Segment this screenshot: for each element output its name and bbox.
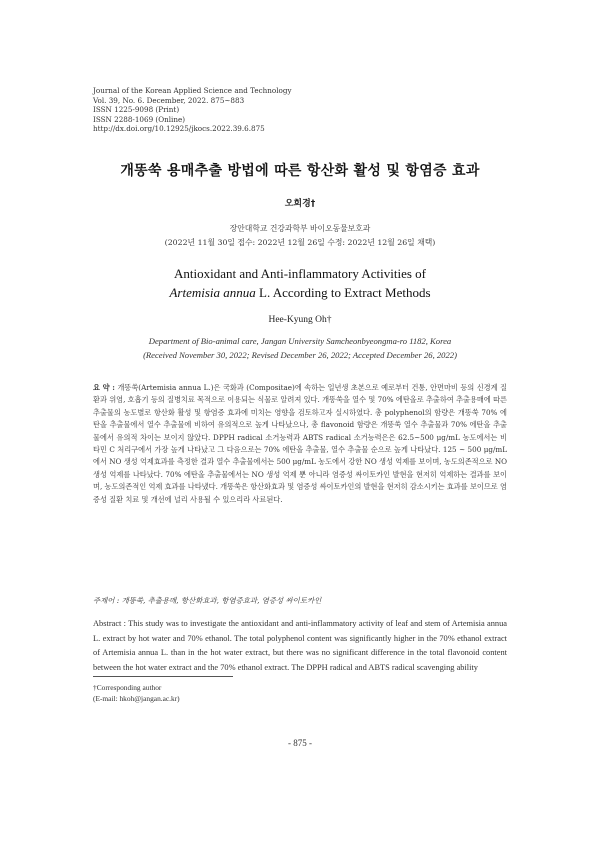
corresponding-email: (E-mail: hkoh@jangan.ac.kr) [93, 693, 180, 703]
abstract-korean-text: 개똥쑥(Artemisia annua L.)은 국화과 (Compositae)에 속하는 일년생 초본으로 예로부터 건통, 안면마비 등의 신경계 질환과 위염, 호흡기 등의 질병치료 목적으로 이용되는 식물로 알려져 있다. 개똥쑥을 열수 및 70% 에탄올로 추출하여 추출용매에 따른 추출물의 농도별로 항산화 활성 및 항염증 효과에 미치는 영향을 검토하고자 실시하였다. 총 polyphenol의 함량은 개똥쑥 70% 에탄올 추출물에서 열수 추출물에 비하여 유의적으로 높게 나타났으나, 총 flavonoid 함량은 개똥쑥 열수 추출물과 70% 에탄올 추출물에서 유의적 차이는 보이지 않았다. DPPH radical 소거능력과 ABTS radical 소거능력은은 62.5~500 μg/mL 농도에서는 비타민 C 처리구에서 가장 높게 나타났고 그 다음으로는 70% 에탄올 추출물, 열수 추출물 순으로 높게 나타났다. 125 ~ 500 μg/mL에서 NO 생성 억제효과를 측정한 결과 열수 추출물에서는 500 μg/mL 농도에서 강한 NO 생성 억제를 보이며, 농도의존적으로 NO 생성 억제를 나타났다. 70% 에탄올 추출물에서는 NO 생성 억제 뿐 아니라 염증성 싸이토카인 발현을 현저히 억제하는 결과를 보이며, 농도의존적인 억제 효과를 나타냈다. 개똥쑥은 항산화효과 및 염증성 싸이토카인의 발현을 현저히 감소시키는 효과를 보이므로 염증성 질환 치료 및 개선에 널리 사용될 수 있으리라 사료된다. [93, 383, 507, 504]
author-korean: 오희경† [284, 199, 316, 209]
species-name: Artemisia annua [169, 285, 256, 300]
journal-name: Journal of the Korean Applied Science and Technology [93, 86, 292, 95]
title-english-line2-rest: L. According to Extract Methods [255, 285, 431, 300]
affiliation-korean-block [0, 222, 600, 250]
title-english-line1: Antioxidant and Anti-inflammatory Activities of [173, 266, 426, 281]
title-english [0, 264, 600, 302]
dates-english: (Received November 30, 2022; Revised December 26, 2022; Accepted December 26, 2022) [143, 350, 457, 360]
dates-korean: (2022년 11월 30일 접수: 2022년 12월 26일 수정: 2022년 12월 26일 채택) [164, 238, 436, 247]
footnote [93, 683, 180, 704]
author-english: Hee-Kyung Oh† [268, 315, 332, 325]
journal-issn-print: ISSN 1225-9098 (Print) [93, 105, 180, 115]
affiliation-english-block [0, 334, 600, 362]
abstract-korean-label: 요 약 : [93, 383, 115, 392]
corresponding-author: †Corresponding author [93, 683, 162, 692]
journal-volume: Vol. 39, No. 6. December, 2022. 875~883 [93, 95, 245, 105]
journal-issn-online: ISSN 2288-1069 (Online) [93, 114, 186, 124]
journal-info [93, 86, 292, 134]
affiliation-korean: 장안대학교 건강과학부 바이오동물보호과 [229, 224, 371, 233]
title-english-line2 [0, 283, 600, 302]
journal-doi: http://dx.doi.org/10.12925/jkocs.2022.39.6.875 [93, 124, 265, 134]
page-number: - 875 - [288, 738, 312, 748]
affiliation-english: Department of Bio-animal care, Jangan University Samcheonbyeongma-ro 1182, Korea [148, 336, 452, 346]
keywords-korean: 주제어 : 개똥쑥, 추출용매, 항산화효과, 항염증효과, 염증성 싸이토카인 [93, 596, 322, 605]
abstract-korean [93, 382, 507, 506]
footnote-divider [93, 676, 233, 677]
abstract-english: Abstract : This study was to investigate the antioxidant and anti-inflammatory activity of leaf and stem of Artemisia annua L. extract by hot water and 70% ethanol. The total polyphenol content was significantly higher in the 70% ethanol extract of Artemisia annua L. than in the hot water extract, but there was no significant difference in the total flavonoid content between the hot water extract and the 70% ethanol extract. The DPPH radical and ABTS radical scavenging ability [93, 619, 507, 672]
title-korean: 개똥쑥 용매추출 방법에 따른 항산화 활성 및 항염증 효과 [120, 163, 480, 179]
